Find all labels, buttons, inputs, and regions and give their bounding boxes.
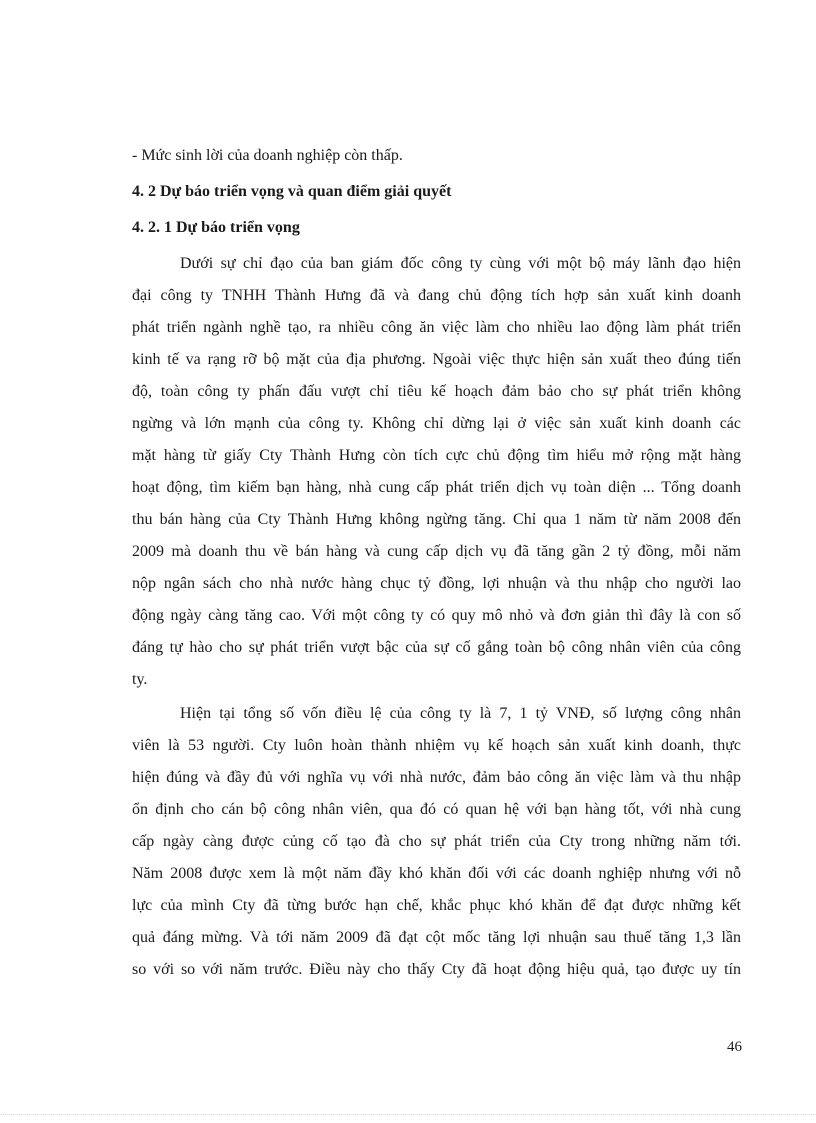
paragraph-1-line-9: thu bán hàng của Cty Thành Hưng không ngừng tăng. Chỉ qua 1 năm từ năm 2008 đến	[132, 511, 741, 528]
paragraph-1-line-10: 2009 mà doanh thu về bán hàng và cung cấp dịch vụ đã tăng gần 2 tỷ đồng, mỗi năm	[132, 543, 741, 560]
paragraph-2-line-6: Năm 2008 được xem là một năm đầy khó khăn đối với các doanh nghiệp nhưng với nỗ	[132, 865, 741, 882]
paragraph-1-line-6: ngừng và lớn mạnh của công ty. Không chỉ dừng lại ở việc sản xuất kinh doanh các	[132, 415, 741, 432]
paragraph-2-line-4: ổn định cho cán bộ công nhân viên, qua đó có quan hệ với bạn hàng tốt, với nhà cung	[132, 801, 741, 818]
paragraph-1-line-5: độ, toàn công ty phấn đấu vượt chỉ tiêu kế hoạch đảm bảo cho sự phát triển không	[132, 383, 741, 400]
intro-line: - Mức sinh lời của doanh nghiệp còn thấp.	[132, 147, 403, 164]
paragraph-1-line-14: ty.	[132, 671, 148, 688]
page-bottom-divider	[0, 1114, 816, 1115]
paragraph-1-line-4: kinh tế va rạng rỡ bộ mặt của địa phương. Ngoài việc thực hiện sản xuất theo đúng tiến	[132, 351, 741, 368]
paragraph-1-line-3: phát triển ngành nghề tạo, ra nhiều công ăn việc làm cho nhiều lao động làm phát triển	[132, 319, 741, 336]
paragraph-2-line-2: viên là 53 người. Cty luôn hoàn thành nhiệm vụ kế hoạch sản xuất kinh doanh, thực	[132, 737, 741, 754]
paragraph-2-line-5: cấp ngày càng được củng cố tạo đà cho sự phát triển của Cty trong những năm tới.	[132, 833, 741, 850]
paragraph-2-line-3: hiện đúng và đầy đủ với nghĩa vụ với nhà nước, đảm bảo công ăn việc làm và thu nhập	[132, 769, 741, 786]
paragraph-2-line-1: Hiện tại tổng số vốn điều lệ của công ty là 7, 1 tỷ VNĐ, số lượng công nhân	[180, 705, 741, 722]
subsection-heading: 4. 2. 1 Dự báo triển vọng	[132, 219, 300, 236]
paragraph-1-line-7: mặt hàng từ giấy Cty Thành Hưng còn tích cực chủ động tìm hiểu mở rộng mặt hàng	[132, 447, 741, 464]
paragraph-1-line-11: nộp ngân sách cho nhà nước hàng chục tỷ đồng, lợi nhuận và thu nhập cho người lao	[132, 575, 741, 592]
paragraph-2-line-9: so với so với năm trước. Điều này cho thấy Cty đã hoạt động hiệu quả, tạo được uy tín	[132, 961, 741, 978]
page-number: 46	[727, 1039, 742, 1055]
paragraph-2-line-7: lực của mình Cty đã từng bước hạn chế, khắc phục khó khăn để đạt được những kết	[132, 897, 741, 914]
section-heading: 4. 2 Dự báo triển vọng và quan điểm giải quyết	[132, 183, 452, 200]
paragraph-1-line-1: Dưới sự chỉ đạo của ban giám đốc công ty cùng với một bộ máy lãnh đạo hiện	[180, 255, 741, 272]
paragraph-1-line-8: hoạt động, tìm kiếm bạn hàng, nhà cung cấp phát triển dịch vụ toàn diện ... Tổng doanh	[132, 479, 741, 496]
paragraph-1-line-13: đáng tự hào cho sự phát triển vượt bậc của sự cố gắng toàn bộ công nhân viên của công	[132, 639, 741, 656]
paragraph-1-line-2: đại công ty TNHH Thành Hưng đã và đang chủ động tích hợp sản xuất kinh doanh	[132, 287, 741, 304]
paragraph-1-line-12: động ngày càng tăng cao. Với một công ty có quy mô nhỏ và đơn giản thì đây là con số	[132, 607, 741, 624]
paragraph-2-line-8: quả đáng mừng. Và tới năm 2009 đã đạt cột mốc tăng lợi nhuận sau thuế tăng 1,3 lần	[132, 929, 741, 946]
